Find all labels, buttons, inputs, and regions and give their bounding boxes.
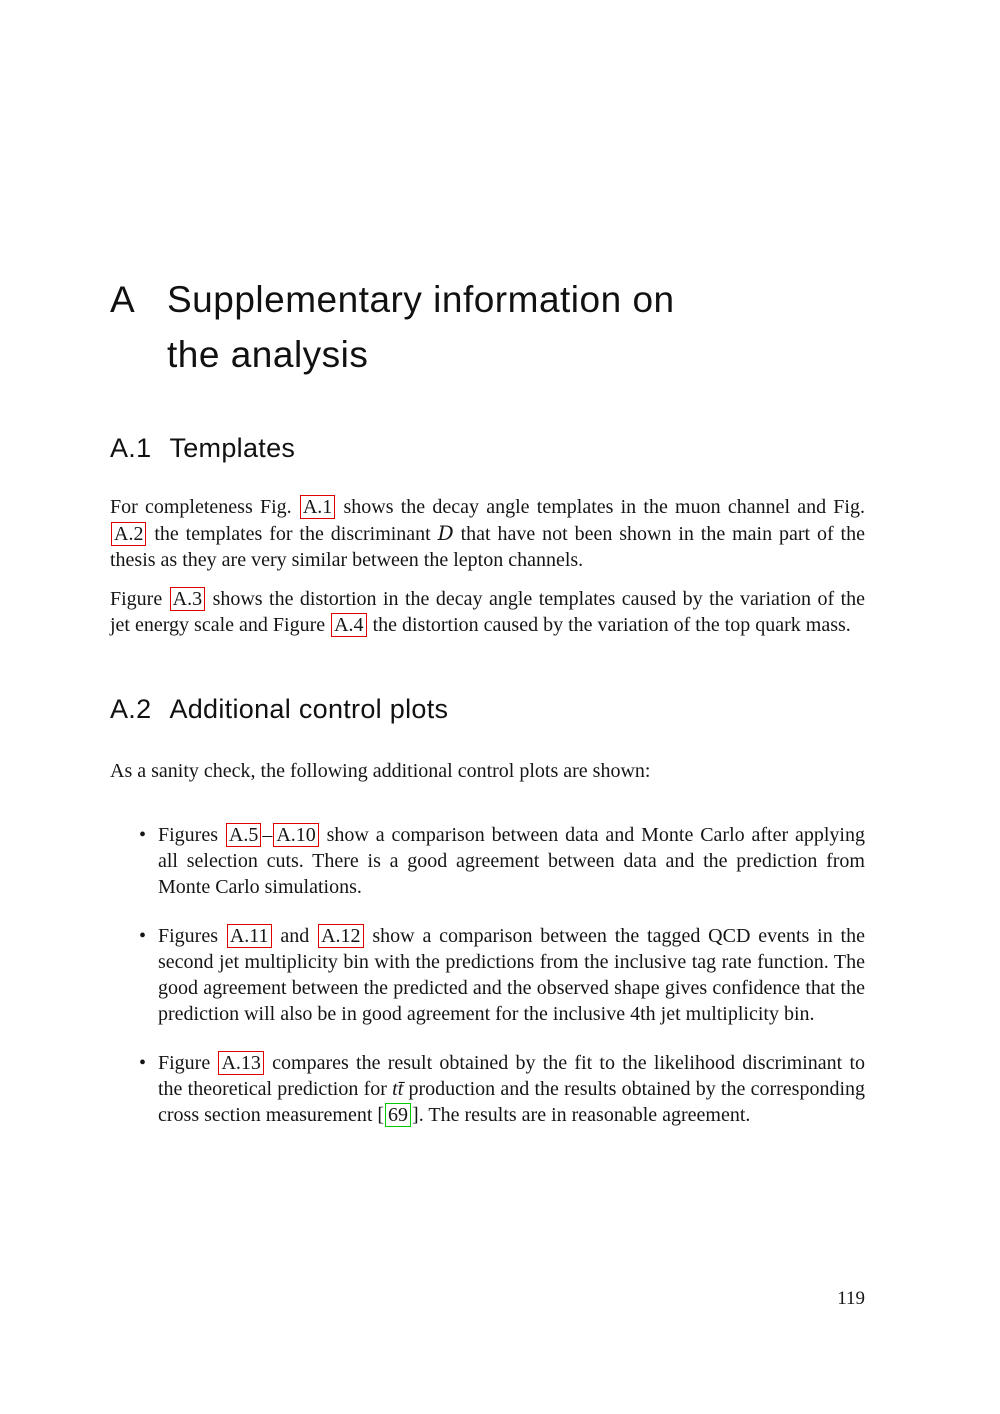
text-run: compares the result obtained by the fit to the likelihood discriminant to the theoretical prediction for: [158, 1052, 866, 1100]
chapter-title: [167, 272, 865, 382]
control-plots-bullet-list: [139, 822, 865, 1128]
text-run: Figure: [110, 588, 169, 610]
chapter-title-line2: the analysis: [167, 334, 369, 375]
chapter-title-line1: Supplementary information on: [167, 279, 675, 320]
text-run: shows the distortion in the decay angle templates caused by the variation of the jet energy scale and Figure: [110, 588, 866, 636]
text-run: production and the results obtained by the corresponding cross section measurement [: [158, 1078, 865, 1126]
text-run: D: [437, 521, 454, 545]
paragraph: [110, 586, 865, 638]
figure-ref-A.1[interactable]: A.1: [300, 495, 335, 519]
text-run: show a comparison between data and Monte Carlo after applying all selection cuts. There is a good agreement between data and the prediction from Monte Carlo simulations.: [158, 824, 865, 898]
section-title: Templates: [169, 433, 296, 463]
page-content: [110, 0, 865, 1128]
text-run: the distortion caused by the variation of the top quark mass.: [367, 614, 851, 636]
text-run: –: [262, 824, 273, 846]
figure-ref-A.2[interactable]: A.2: [111, 522, 146, 546]
figure-ref-A.5[interactable]: A.5: [226, 823, 261, 847]
citation-ref-69[interactable]: 69: [385, 1103, 411, 1127]
figure-ref-A.4[interactable]: A.4: [331, 613, 366, 637]
bullet-item: [139, 1050, 865, 1128]
section-title: Additional control plots: [169, 694, 449, 724]
text-run: Figures: [158, 824, 225, 846]
text-run: shows the decay angle templates in the muon channel and Fig.: [336, 496, 865, 518]
page-number: 119: [837, 1288, 865, 1309]
figure-ref-A.13[interactable]: A.13: [218, 1051, 263, 1075]
text-run: Figure: [158, 1052, 218, 1074]
text-run: Figures: [158, 925, 226, 947]
section-number: A.1: [110, 433, 152, 463]
section-heading-additional-control-plots: [110, 693, 865, 725]
text-run: For completeness Fig.: [110, 496, 299, 518]
figure-ref-A.12[interactable]: A.12: [318, 924, 363, 948]
text-run: ]. The results are in reasonable agreement.: [412, 1104, 751, 1126]
section-templates-body: [110, 494, 865, 638]
figure-ref-A.10[interactable]: A.10: [273, 823, 318, 847]
figure-ref-A.3[interactable]: A.3: [170, 587, 205, 611]
section-intro-text: As a sanity check, the following additional control plots are shown:: [110, 760, 651, 782]
bullet-item: [139, 923, 865, 1027]
chapter-heading: [110, 272, 865, 382]
text-run: that have not been shown in the main part of the thesis as they are very similar between the lepton channels.: [110, 523, 865, 571]
text-run: the templates for the discriminant: [147, 523, 438, 545]
paragraph: [110, 494, 865, 573]
text-run: show a comparison between the tagged QCD events in the second jet multiplicity bin with the predictions from the inclusive tag rate function. The good agreement between the predicted and the observed shape gives confidence that the prediction will also be in good agreement for the inclusive 4th jet multiplicity bin.: [158, 925, 865, 1025]
text-run: tt̄: [392, 1078, 404, 1100]
figure-ref-A.11[interactable]: A.11: [227, 924, 272, 948]
bullet-item: [139, 822, 865, 900]
section-number: A.2: [110, 694, 152, 724]
text-run: and: [272, 925, 318, 947]
section-heading-templates: [110, 432, 865, 464]
chapter-number: A: [110, 279, 136, 320]
